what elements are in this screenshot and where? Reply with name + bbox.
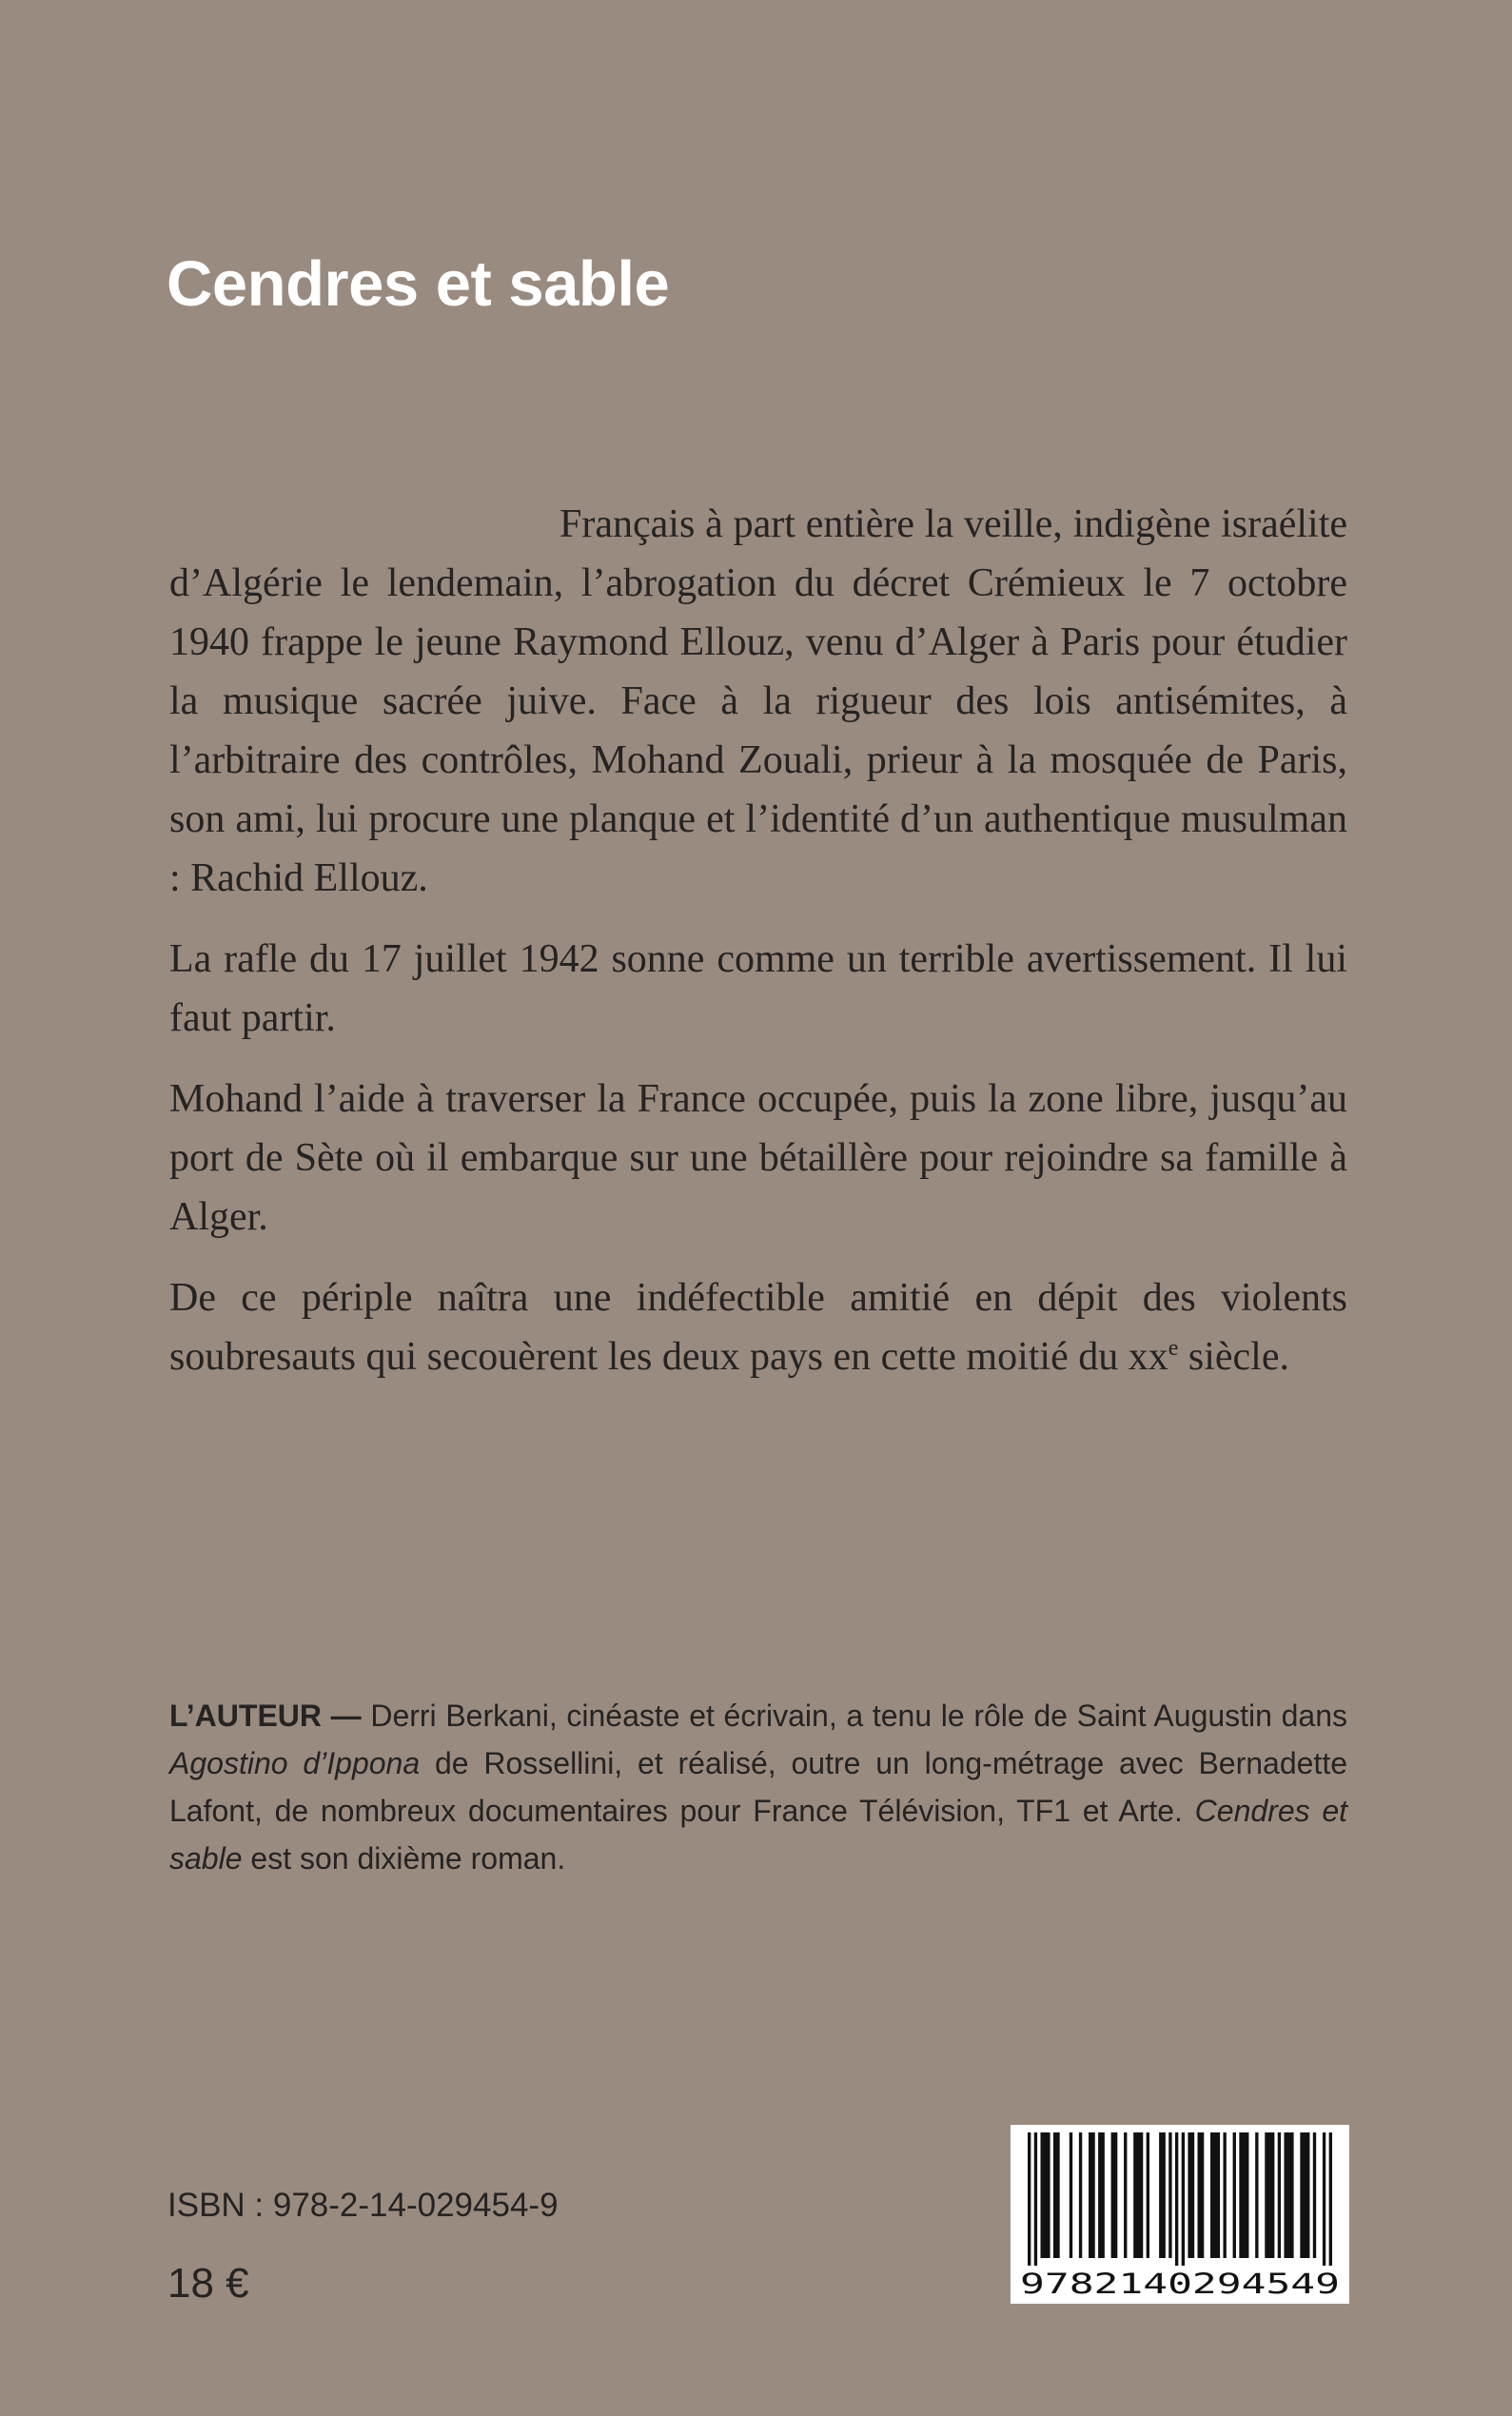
barcode-bar: [1028, 2132, 1031, 2266]
barcode-bars: [1028, 2132, 1332, 2266]
barcode-bar: [1323, 2132, 1325, 2266]
barcode-bar: [1188, 2132, 1194, 2258]
price: 18 €: [167, 2260, 249, 2307]
barcode-bar: [1147, 2132, 1149, 2258]
barcode-bar: [1255, 2132, 1258, 2258]
barcode-bar: [1040, 2132, 1050, 2258]
barcode: [1011, 2125, 1349, 2304]
blurb-paragraph-4: [169, 1268, 1347, 1386]
book-title-italic: Cendres et sable: [169, 1794, 1348, 1876]
barcode-bar: [1210, 2132, 1220, 2258]
blurb-p4-end: siècle.: [1178, 1335, 1289, 1379]
author-bio-text-2: de Rossellini, et réalisé, outre un long-métrage avec Bernadette Lafont, de nombreux documentaires pour France Télévision, TF1 et Arte.: [169, 1746, 1348, 1828]
book-title: Cendres et sable: [167, 248, 670, 320]
barcode-bar: [1098, 2132, 1105, 2258]
barcode-bar: [1034, 2132, 1037, 2266]
author-heading: L’AUTEUR —: [169, 1699, 362, 1733]
barcode-bar: [1239, 2132, 1248, 2258]
isbn: ISBN : 978-2-14-029454-9: [167, 2187, 559, 2224]
barcode-bar: [1313, 2132, 1316, 2258]
barcode-digits: 9782140294549: [1020, 2268, 1340, 2300]
barcode-bar: [1053, 2132, 1060, 2258]
author-bio-text-3: est son dixième roman.: [242, 1841, 566, 1876]
barcode-bar: [1175, 2132, 1178, 2266]
barcode-bar: [1159, 2132, 1166, 2258]
barcode-bar: [1329, 2132, 1332, 2266]
barcode-bar: [1265, 2132, 1274, 2258]
barcode-bar: [1223, 2132, 1226, 2258]
author-bio: [169, 1692, 1347, 1882]
barcode-bar: [1079, 2132, 1082, 2258]
century-superscript: e: [1168, 1336, 1179, 1361]
barcode-graphic: [1011, 2125, 1349, 2304]
century-numeral: xx: [1128, 1335, 1168, 1379]
blurb-paragraph-3: Mohand l’aide à traverser la France occupée, puis la zone libre, jusqu’au port de Sète où il embarque sur une bétaillère pour rejoindre sa famille à Alger.: [169, 1077, 1347, 1239]
barcode-bar: [1278, 2132, 1281, 2258]
barcode-bar: [1284, 2132, 1293, 2258]
blurb-p4-text: De ce périple naîtra une indéfectible amitié en dépit des violents soubresauts qui secouèrent les deux pays en cette moitié du: [169, 1276, 1347, 1379]
barcode-bar: [1133, 2132, 1143, 2258]
barcode-bar: [1198, 2132, 1205, 2258]
author-bio-text-1: Derri Berkani, cinéaste et écrivain, a tenu le rôle de Saint Augustin dans: [361, 1699, 1348, 1733]
barcode-bar: [1233, 2132, 1236, 2258]
blurb-paragraph-2: La rafle du 17 juillet 1942 sonne comme un terrible avertissement. Il lui faut partir.: [169, 937, 1347, 1040]
barcode-bar: [1089, 2132, 1095, 2258]
film-title: Agostino d’Ippona: [169, 1746, 421, 1780]
blurb-paragraph-1: Français à part entière la veille, indigène israélite d’Algérie le lendemain, l’abrogation du décret Crémieux le 7 octobre 1940 frappe le jeune Raymond Ellouz, venu d’Alger à Paris pour étudier la musique sacrée juive. Face à la rigueur des lois antisémites, à l’arbitraire des contrôles, Mohand Zouali, prieur à la mosquée de Paris, son ami, lui procure une planque et l’identité d’un authentique musulman : Rachid Ellouz.: [169, 502, 1347, 900]
barcode-bar: [1070, 2132, 1072, 2258]
barcode-bar: [1168, 2132, 1171, 2258]
back-cover-blurb: [169, 495, 1347, 1408]
barcode-bar: [1182, 2132, 1185, 2266]
barcode-bar: [1111, 2132, 1118, 2258]
barcode-bar: [1300, 2132, 1309, 2258]
barcode-bar: [1124, 2132, 1127, 2258]
